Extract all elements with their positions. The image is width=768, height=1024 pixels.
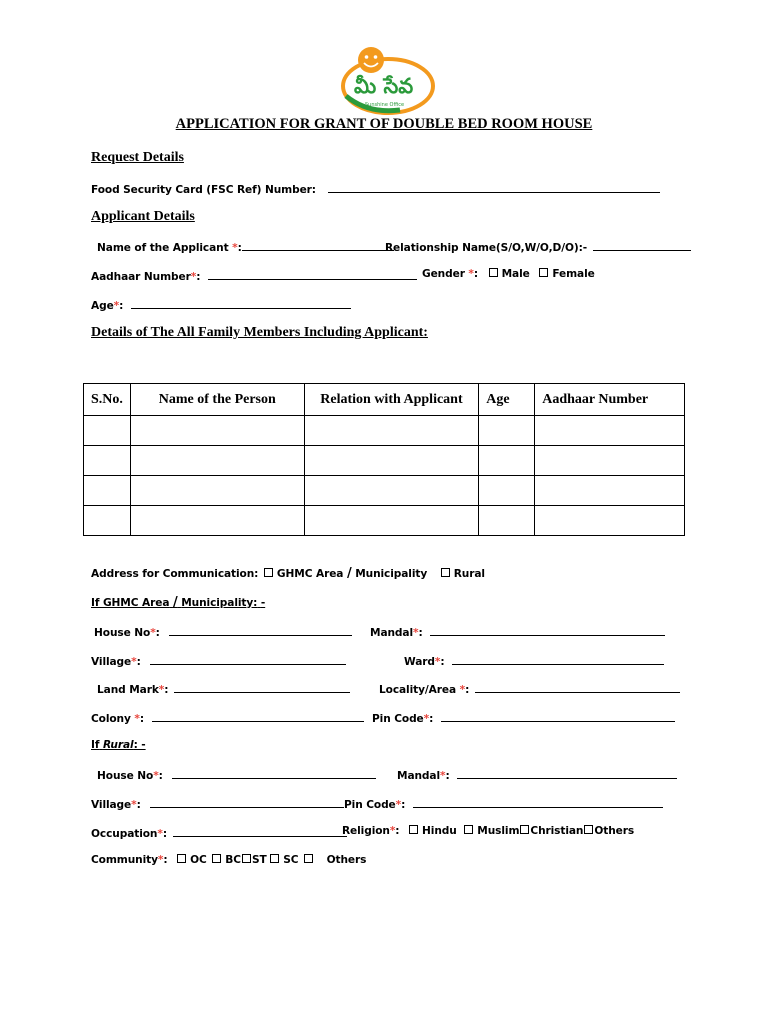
logo-tagline: Sunshine Office — [365, 102, 405, 108]
rural-village-field[interactable] — [150, 796, 344, 808]
rural-pincode-field[interactable] — [413, 796, 663, 808]
required-star: * — [434, 656, 441, 668]
relationship-label: Relationship Name(S/O,W/O,D/O):- — [385, 242, 588, 254]
ghmc-locality-field[interactable] — [475, 681, 680, 693]
ghmc-checkbox[interactable] — [264, 568, 273, 577]
relationship-field[interactable] — [593, 239, 691, 251]
required-star: * — [389, 825, 396, 837]
rural-pincode-row: Pin Code*: — [344, 796, 663, 811]
address-label: Address for Communication: — [91, 568, 259, 580]
pincode-label: Pin Code — [344, 799, 396, 811]
relationship-row — [385, 239, 691, 254]
locality-label: Locality/Area — [379, 684, 457, 696]
table-cell[interactable] — [479, 506, 535, 536]
house-no-label: House No — [94, 627, 151, 639]
table-cell[interactable] — [479, 446, 535, 476]
ghmc-house-row: House No*: — [94, 624, 352, 639]
muslim-label: Muslim — [477, 825, 520, 837]
community-row: Community*: OC BC ST SC Others — [91, 854, 367, 866]
others-community-checkbox[interactable] — [304, 854, 313, 863]
hindu-checkbox[interactable] — [409, 825, 418, 834]
rural-heading-word: Rural — [102, 739, 134, 751]
oc-checkbox[interactable] — [177, 854, 186, 863]
occupation-row: Occupation*: — [91, 825, 347, 840]
mandal-label: Mandal — [370, 627, 413, 639]
ghmc-house-no-field[interactable] — [169, 624, 352, 636]
ghmc-village-row: Village*: — [91, 653, 346, 668]
gender-row: Gender *: Male Female — [422, 268, 595, 280]
age-row: Age*: — [91, 297, 351, 312]
table-cell[interactable] — [304, 506, 479, 536]
ghmc-heading-part: Municipality: — [181, 597, 258, 609]
ghmc-heading-slash: / — [172, 595, 178, 610]
ghmc-mandal-field[interactable] — [430, 624, 665, 636]
fsc-row — [91, 181, 660, 196]
table-cell[interactable] — [84, 476, 131, 506]
ghmc-mandal-row: Mandal*: — [370, 624, 665, 639]
ghmc-landmark-field[interactable] — [174, 681, 350, 693]
ghmc-landmark-row: Land Mark*: — [97, 681, 350, 696]
ward-label: Ward — [404, 656, 435, 668]
occupation-field[interactable] — [173, 825, 347, 837]
table-cell[interactable] — [479, 416, 535, 446]
ghmc-colony-row: Colony *: — [91, 710, 364, 725]
aadhaar-field[interactable] — [208, 268, 417, 280]
mandal-label: Mandal — [397, 770, 440, 782]
required-star: * — [158, 684, 165, 696]
ghmc-village-field[interactable] — [150, 653, 346, 665]
table-header-row — [84, 384, 685, 416]
applicant-details-heading: Applicant Details — [91, 209, 195, 224]
applicant-name-row: Name of the Applicant *: — [97, 239, 394, 254]
table-cell[interactable] — [130, 416, 304, 446]
female-label: Female — [552, 268, 595, 280]
ghmc-pincode-row: Pin Code*: — [372, 710, 675, 725]
ghmc-heading-part: If GHMC Area — [91, 597, 170, 609]
request-details-heading: Request Details — [91, 150, 184, 165]
rural-heading-part: : - — [133, 739, 146, 751]
required-star: * — [395, 799, 402, 811]
male-label: Male — [501, 268, 530, 280]
table-cell[interactable] — [304, 476, 479, 506]
pincode-label: Pin Code — [372, 713, 424, 725]
others-religion-checkbox[interactable] — [584, 825, 593, 834]
female-checkbox[interactable] — [539, 268, 548, 277]
required-star: * — [134, 713, 140, 725]
logo-text: మీ సేవ — [354, 74, 414, 98]
col-sno: S.No. — [84, 384, 131, 416]
required-star: * — [157, 854, 164, 866]
table-cell[interactable] — [130, 446, 304, 476]
age-label: Age — [91, 300, 114, 312]
community-label: Community — [91, 854, 158, 866]
table-cell[interactable] — [304, 416, 479, 446]
religion-row: Religion*: Hindu Muslim Christian Others — [342, 825, 635, 837]
table-cell[interactable] — [535, 446, 685, 476]
rural-label: Rural — [453, 568, 485, 580]
required-star: * — [153, 770, 159, 782]
landmark-label: Land Mark — [97, 684, 159, 696]
family-members-table — [83, 383, 685, 536]
religion-label: Religion — [342, 825, 390, 837]
rural-section-heading — [91, 739, 146, 751]
table-row — [84, 446, 685, 476]
hindu-label: Hindu — [422, 825, 457, 837]
fsc-number-field[interactable] — [328, 181, 660, 193]
fsc-label: Food Security Card (FSC Ref) Number: — [91, 184, 316, 196]
required-star: * — [157, 828, 163, 840]
table-cell[interactable] — [130, 506, 304, 536]
ghmc-ward-field[interactable] — [452, 653, 664, 665]
slash: / — [346, 566, 352, 581]
bc-checkbox[interactable] — [212, 854, 221, 863]
sc-checkbox[interactable] — [270, 854, 279, 863]
required-star: * — [150, 627, 156, 639]
col-age: Age — [479, 384, 535, 416]
sc-label: SC — [283, 854, 299, 866]
required-star: * — [440, 770, 446, 782]
rural-mandal-row: Mandal*: — [397, 767, 677, 782]
male-checkbox[interactable] — [489, 268, 498, 277]
others-community-label: Others — [326, 854, 367, 866]
colony-label: Colony — [91, 713, 131, 725]
col-aadhaar: Aadhaar Number — [535, 384, 685, 416]
table-cell[interactable] — [84, 506, 131, 536]
rural-house-no-field[interactable] — [172, 767, 376, 779]
rural-village-row: Village*: — [91, 796, 344, 811]
ghmc-heading-dash: - — [260, 597, 266, 609]
st-label: ST — [251, 854, 267, 866]
page-title: APPLICATION FOR GRANT OF DOUBLE BED ROOM HOUSE — [175, 116, 593, 132]
family-details-heading: Details of The All Family Members Including Applicant: — [91, 325, 428, 340]
rural-heading-part: If — [91, 739, 100, 751]
table-cell[interactable] — [84, 416, 131, 446]
rural-house-row: House No*: — [97, 767, 376, 782]
table-cell[interactable] — [130, 476, 304, 506]
ghmc-label: GHMC Area — [276, 568, 344, 580]
ghmc-pincode-field[interactable] — [441, 710, 675, 722]
ghmc-section-heading — [91, 595, 265, 610]
rural-mandal-field[interactable] — [457, 767, 677, 779]
bc-label: BC — [225, 854, 241, 866]
required-star: * — [131, 656, 137, 668]
col-name: Name of the Person — [130, 384, 304, 416]
required-star: * — [190, 271, 197, 283]
village-label: Village — [91, 799, 132, 811]
christian-label: Christian — [530, 825, 584, 837]
occupation-label: Occupation — [91, 828, 158, 840]
muslim-checkbox[interactable] — [464, 825, 473, 834]
christian-checkbox[interactable] — [520, 825, 529, 834]
age-field[interactable] — [131, 297, 351, 309]
required-star: * — [232, 242, 238, 254]
house-no-label: House No — [97, 770, 154, 782]
table-cell[interactable] — [84, 446, 131, 476]
oc-label: OC — [190, 854, 207, 866]
rural-checkbox[interactable] — [441, 568, 450, 577]
ghmc-ward-row: Ward*: — [404, 653, 664, 668]
address-row — [91, 566, 485, 581]
applicant-name-field[interactable] — [242, 239, 394, 251]
village-label: Village — [91, 656, 132, 668]
meeseva-logo — [338, 44, 438, 116]
required-star: * — [468, 268, 474, 280]
required-star: * — [459, 684, 466, 696]
col-relation: Relation with Applicant — [304, 384, 479, 416]
table-row — [84, 416, 685, 446]
gender-label: Gender — [422, 268, 465, 280]
table-row — [84, 476, 685, 506]
ghmc-colony-field[interactable] — [152, 710, 364, 722]
municipality-label: Municipality — [355, 568, 428, 580]
required-star: * — [413, 627, 419, 639]
aadhaar-label: Aadhaar Number — [91, 271, 191, 283]
table-cell[interactable] — [479, 476, 535, 506]
st-checkbox[interactable] — [242, 854, 251, 863]
table-cell[interactable] — [535, 506, 685, 536]
table-cell[interactable] — [535, 476, 685, 506]
ghmc-locality-row: Locality/Area *: — [379, 681, 680, 696]
required-star: * — [131, 799, 137, 811]
table-cell[interactable] — [304, 446, 479, 476]
table-cell[interactable] — [535, 416, 685, 446]
others-religion-label: Others — [594, 825, 635, 837]
applicant-name-label: Name of the Applicant — [97, 242, 229, 254]
required-star: * — [423, 713, 430, 725]
required-star: * — [113, 300, 120, 312]
aadhaar-row: Aadhaar Number*: — [91, 268, 417, 283]
table-row — [84, 506, 685, 536]
